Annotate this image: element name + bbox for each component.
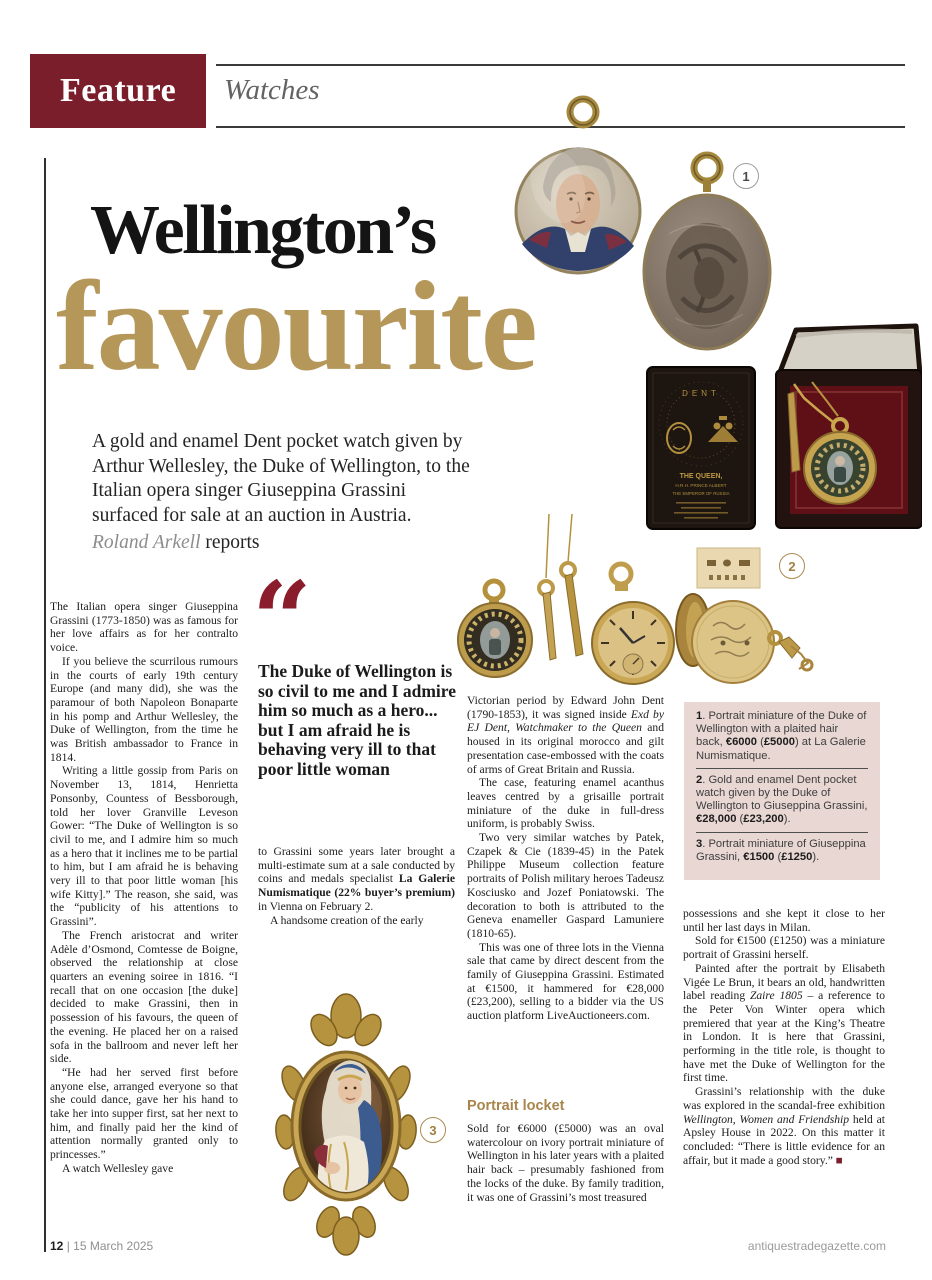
footer-website: antiquestradegazette.com bbox=[747, 1239, 886, 1253]
grassini-miniature-image bbox=[268, 992, 424, 1260]
footer-separator: | bbox=[66, 1239, 70, 1253]
paragraph: A handsome creation of the early bbox=[270, 913, 424, 927]
pocket-watch-case-image bbox=[770, 322, 922, 534]
standfirst bbox=[92, 430, 476, 556]
dent-box-brand: DENT bbox=[682, 389, 720, 398]
body-column-3-upper bbox=[467, 694, 664, 1023]
left-page-rule bbox=[44, 158, 46, 1252]
watch-dial bbox=[592, 564, 674, 684]
page-number: 12 bbox=[50, 1239, 64, 1253]
watches-group-image bbox=[455, 512, 895, 687]
paragraph: If you believe the scurrilous rumours in the courts of early 19th century Europe (and many did), she was the paramour of both Napoleon Bonaparte in his pomp and Arthur Wellesley, the Duke of Wellington, from the time he was British ambassador to France in 1814. bbox=[50, 654, 238, 764]
footer-left bbox=[50, 1239, 153, 1253]
headline-line2: favourite bbox=[56, 255, 536, 397]
paragraph: Two very similar watches by Patek, Czapek & Cie (1839-45) in the Patek Philippe Museum collection feature portraits of Polish military heroes Tadeusz Kosciusko and Jozef Poniatowski. The decoration to both is attributed to the Geneva enameller Gaspard Lamuniere (1810-65). bbox=[467, 831, 664, 940]
hallmark-card bbox=[697, 548, 760, 588]
caption-entry: 3. Portrait miniature of Giuseppina Grassini, €1500 (£1250). bbox=[696, 837, 866, 863]
paragraph: Victorian period by Edward John Dent (1790-1853), it was signed inside Exd by EJ Dent, Watchmaker to the Queen and housed in its original morocco and gilt presentation case-embossed with the coats of arms of Great Britain and Russia. bbox=[467, 694, 664, 776]
header-rule-top bbox=[216, 64, 905, 66]
subhead-portrait-locket: Portrait locket bbox=[467, 1098, 565, 1114]
footer-date: 15 March 2025 bbox=[73, 1239, 154, 1253]
dent-box-emperor: THE EMPEROR OF RUSSIA bbox=[672, 491, 730, 496]
paragraph: The Italian opera singer Giuseppina Grassini (1773-1850) was as famous for her love affairs as for her contralto voice. bbox=[50, 600, 238, 655]
paragraph: A watch Wellesley gave bbox=[62, 1161, 174, 1175]
body-column-2 bbox=[258, 845, 455, 927]
paragraph: to Grassini some years later brought a multi-estimate sum at a sale conducted by coins and medals specialist La Galerie Numismatique (22% buyer’s premium) in Vienna on February 2. bbox=[258, 845, 455, 913]
standfirst-text: A gold and enamel Dent pocket watch given by Arthur Wellesley, the Duke of Wellington, to the Italian opera singer Giuseppina Grassini surfaced for sale at an auction in Austria. bbox=[92, 431, 470, 526]
caption-entry: 1. Portrait miniature of the Duke of Wellington with a plaited hair back, €6000 (£5000) at La Galerie Numismatique. bbox=[696, 710, 868, 769]
feature-kicker: Feature bbox=[30, 54, 206, 128]
body-column-3-lower bbox=[467, 1122, 664, 1204]
paragraph: Painted after the portrait by Elisabeth Vigée Le Brun, it bears an old, handwritten label reading Zaire 1805 – a reference to the Peter Von Winter opera which premiered that year at the King’s Theatre in London. It is here that Grassini, performing in the title role, is thought to have met the Duke of Wellington for the first time. bbox=[683, 961, 885, 1085]
byline: Roland Arkell reports bbox=[92, 532, 260, 553]
paragraph: “He had her served first before anyone else, arranged everyone so that she could dance, gave her his hand to take her into supper first, sat her next to him, and finally paid her the kind of attention normally granted only to princesses.” bbox=[50, 1065, 238, 1162]
watch-caseback bbox=[676, 594, 812, 683]
paragraph: The French aristocrat and writer Adèle d’Osmond, Comtesse de Boigne, observed the relationship at close quarters an evening soiree in 1816. “I recall that on one occasion [the duke] decided to make Grassini, then in possession of his favours, the queen of the evening. He placed her on a raised sofa in the ballroom and never left her side. bbox=[50, 928, 238, 1066]
headline-line1: Wellington’s bbox=[90, 192, 435, 269]
dent-box-albert: H.R.H. PRINCE ALBERT bbox=[675, 483, 727, 488]
duke-portrait-locket-image bbox=[505, 82, 655, 294]
enamel-watch-back bbox=[458, 581, 532, 677]
caption-entry: 2. Gold and enamel Dent pocket watch given by the Duke of Wellington to Giuseppina Grassini, €28,000 (£23,200). bbox=[696, 769, 868, 833]
figure-badge-1: 1 bbox=[733, 163, 759, 189]
paragraph: Sold for €6000 (£5000) was an oval watercolour on ivory portrait miniature of Wellington in his later years with a plaited hair back – presumably fashioned from the locks of the duke. By family tradition, it was one of Grassini’s most treasured bbox=[467, 1122, 664, 1204]
quote-mark-icon: “ bbox=[252, 558, 312, 681]
section-label: Watches bbox=[224, 74, 320, 106]
paragraph: This was one of three lots in the Vienna sale that came by direct descent from the family of Giuseppina Grassini. Estimated at €1500, it hammered for €28,000 (£23,200), selling to a bidder via the US auction platform LiveAuctioneers.com. bbox=[467, 940, 664, 1023]
body-column-4 bbox=[683, 907, 885, 1167]
figure-badge-2: 2 bbox=[779, 553, 805, 579]
caption-box bbox=[684, 702, 880, 880]
paragraph: Writing a little gossip from Paris on November 13, 1814, Henrietta Ponsonby, Countess of Bessborough, told her lover Granville Leveson Gower: “The Duke of Wellington is so civil to me, and I admire him so much as a hero that it inclines me to be partial to him, but I am afraid he is behaving very ill to that poor little woman [his wife Kitty].” The reason, she said, was the “publicity of his attentions to Grassini”. bbox=[50, 764, 238, 929]
dent-presentation-box-image bbox=[646, 366, 756, 530]
figure-badge-3: 3 bbox=[420, 1117, 446, 1143]
hair-locket-image bbox=[635, 138, 783, 356]
paragraph: Sold for €1500 (£1250) was a miniature portrait of Grassini herself. bbox=[683, 934, 885, 962]
dent-box-queen: THE QUEEN, bbox=[679, 473, 723, 480]
pull-quote: The Duke of Wellington is so civil to me and I admire him so much as a hero... but I am afraid he is behaving very ill to that poor little woman bbox=[258, 661, 457, 779]
paragraph: possessions and she kept it close to her until her last days in Milan. bbox=[683, 907, 885, 934]
paragraph: Grassini’s relationship with the duke was explored in the scandal-free exhibition Wellington, Women and Friendship held at Apsley House in 2022. On this matter it concluded: “There is little evidence for an affair, but it made a good story.” ■ bbox=[683, 1085, 885, 1167]
body-column-1 bbox=[50, 600, 238, 1176]
paragraph: The case, featuring enamel acanthus leaves centred by a grisaille portrait miniature of the duke in full-dress uniform, is probably Swiss. bbox=[467, 776, 664, 831]
